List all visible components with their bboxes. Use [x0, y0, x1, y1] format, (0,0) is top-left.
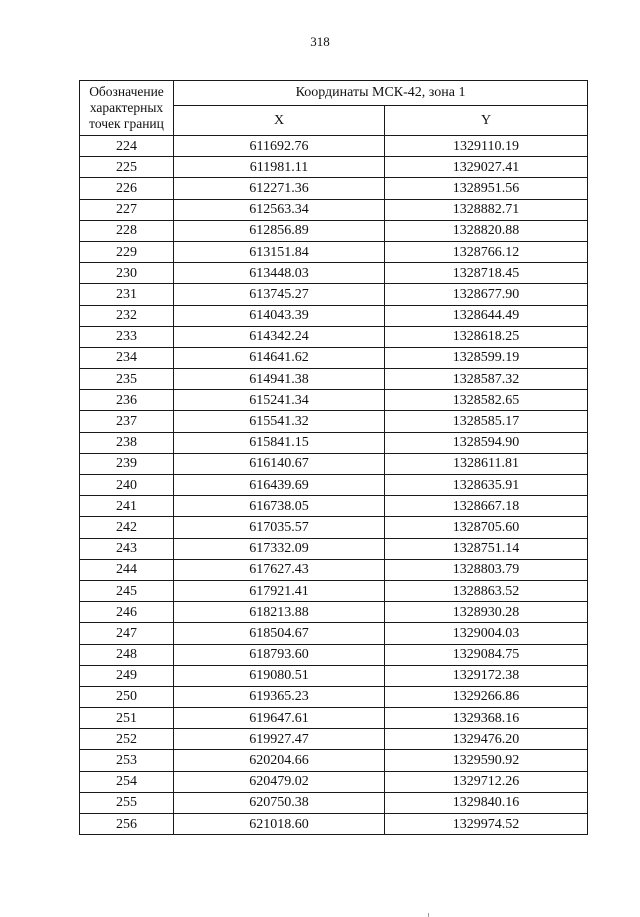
- y-coordinate-cell: 1329084.75: [385, 644, 588, 665]
- y-coordinate-cell: 1328751.14: [385, 538, 588, 559]
- x-coordinate-cell: 616140.67: [174, 453, 385, 474]
- point-cell: 239: [80, 453, 174, 474]
- x-coordinate-cell: 620204.66: [174, 750, 385, 771]
- x-coordinate-cell: 615841.15: [174, 432, 385, 453]
- point-cell: 228: [80, 220, 174, 241]
- x-coordinate-cell: 617627.43: [174, 559, 385, 580]
- x-column-header: X: [174, 105, 385, 135]
- y-coordinate-cell: 1329266.86: [385, 686, 588, 707]
- x-coordinate-cell: 618213.88: [174, 602, 385, 623]
- point-cell: 243: [80, 538, 174, 559]
- table-row: [80, 602, 588, 623]
- y-coordinate-cell: 1328594.90: [385, 432, 588, 453]
- y-coordinate-cell: 1329712.26: [385, 771, 588, 792]
- x-coordinate-cell: 614941.38: [174, 369, 385, 390]
- y-coordinate-cell: 1328882.71: [385, 199, 588, 220]
- table-row: [80, 475, 588, 496]
- point-column-header: Обозначение характерных точек границ: [80, 81, 174, 136]
- table-row: [80, 517, 588, 538]
- y-coordinate-cell: 1328930.28: [385, 602, 588, 623]
- coordinates-table: [79, 80, 588, 835]
- point-cell: 225: [80, 157, 174, 178]
- y-coordinate-cell: 1329476.20: [385, 729, 588, 750]
- point-cell: 224: [80, 136, 174, 157]
- table-row: [80, 432, 588, 453]
- y-coordinate-cell: 1328820.88: [385, 220, 588, 241]
- x-coordinate-cell: 619927.47: [174, 729, 385, 750]
- y-coordinate-cell: 1328677.90: [385, 284, 588, 305]
- x-coordinate-cell: 614342.24: [174, 326, 385, 347]
- x-coordinate-cell: 612856.89: [174, 220, 385, 241]
- point-cell: 241: [80, 496, 174, 517]
- x-coordinate-cell: 618793.60: [174, 644, 385, 665]
- x-coordinate-cell: 612563.34: [174, 199, 385, 220]
- table-row: [80, 538, 588, 559]
- x-coordinate-cell: 616738.05: [174, 496, 385, 517]
- point-cell: 255: [80, 792, 174, 813]
- coordinates-column-header: Координаты МСК-42, зона 1: [174, 81, 588, 106]
- y-coordinate-cell: 1329368.16: [385, 708, 588, 729]
- y-coordinate-cell: 1328718.45: [385, 263, 588, 284]
- table-row: [80, 496, 588, 517]
- table-row: [80, 263, 588, 284]
- table-row: [80, 729, 588, 750]
- x-coordinate-cell: 620479.02: [174, 771, 385, 792]
- table-body: [80, 136, 588, 835]
- y-coordinate-cell: 1328582.65: [385, 390, 588, 411]
- x-coordinate-cell: 614043.39: [174, 305, 385, 326]
- y-coordinate-cell: 1328766.12: [385, 241, 588, 262]
- table-row: [80, 284, 588, 305]
- x-coordinate-cell: 612271.36: [174, 178, 385, 199]
- point-cell: 236: [80, 390, 174, 411]
- point-cell: 238: [80, 432, 174, 453]
- table-row: [80, 708, 588, 729]
- table-row: [80, 347, 588, 368]
- point-cell: 251: [80, 708, 174, 729]
- table-row: [80, 559, 588, 580]
- x-coordinate-cell: 611692.76: [174, 136, 385, 157]
- point-cell: 232: [80, 305, 174, 326]
- table-row: [80, 369, 588, 390]
- point-cell: 235: [80, 369, 174, 390]
- scan-artifact: [428, 913, 429, 917]
- point-cell: 256: [80, 814, 174, 835]
- point-cell: 240: [80, 475, 174, 496]
- table-row: [80, 136, 588, 157]
- x-coordinate-cell: 614641.62: [174, 347, 385, 368]
- point-cell: 254: [80, 771, 174, 792]
- point-cell: 227: [80, 199, 174, 220]
- x-coordinate-cell: 613151.84: [174, 241, 385, 262]
- x-coordinate-cell: 616439.69: [174, 475, 385, 496]
- point-cell: 253: [80, 750, 174, 771]
- y-coordinate-cell: 1329974.52: [385, 814, 588, 835]
- y-coordinate-cell: 1328863.52: [385, 580, 588, 601]
- table-row: [80, 305, 588, 326]
- table-row: [80, 771, 588, 792]
- table-row: [80, 326, 588, 347]
- x-coordinate-cell: 617035.57: [174, 517, 385, 538]
- point-cell: 246: [80, 602, 174, 623]
- y-coordinate-cell: 1328667.18: [385, 496, 588, 517]
- table-header: [80, 81, 588, 136]
- page-number: 318: [310, 34, 330, 49]
- y-coordinate-cell: 1328635.91: [385, 475, 588, 496]
- point-cell: 233: [80, 326, 174, 347]
- point-cell: 230: [80, 263, 174, 284]
- table-row: [80, 178, 588, 199]
- point-cell: 229: [80, 241, 174, 262]
- x-coordinate-cell: 617921.41: [174, 580, 385, 601]
- table-row: [80, 623, 588, 644]
- point-cell: 245: [80, 580, 174, 601]
- point-cell: 242: [80, 517, 174, 538]
- y-coordinate-cell: 1328611.81: [385, 453, 588, 474]
- x-coordinate-cell: 613448.03: [174, 263, 385, 284]
- x-coordinate-cell: 617332.09: [174, 538, 385, 559]
- y-coordinate-cell: 1328585.17: [385, 411, 588, 432]
- table-row: [80, 665, 588, 686]
- table-row: [80, 644, 588, 665]
- x-coordinate-cell: 615541.32: [174, 411, 385, 432]
- table-row: [80, 686, 588, 707]
- y-coordinate-cell: 1329027.41: [385, 157, 588, 178]
- x-coordinate-cell: 621018.60: [174, 814, 385, 835]
- y-column-header: Y: [385, 105, 588, 135]
- y-coordinate-cell: 1328618.25: [385, 326, 588, 347]
- table-row: [80, 199, 588, 220]
- y-coordinate-cell: 1329172.38: [385, 665, 588, 686]
- x-coordinate-cell: 619365.23: [174, 686, 385, 707]
- x-coordinate-cell: 611981.11: [174, 157, 385, 178]
- table-row: [80, 390, 588, 411]
- x-coordinate-cell: 619080.51: [174, 665, 385, 686]
- table-row: [80, 157, 588, 178]
- point-cell: 231: [80, 284, 174, 305]
- y-coordinate-cell: 1329840.16: [385, 792, 588, 813]
- table-row: [80, 453, 588, 474]
- table-row: [80, 792, 588, 813]
- y-coordinate-cell: 1329590.92: [385, 750, 588, 771]
- x-coordinate-cell: 615241.34: [174, 390, 385, 411]
- table-row: [80, 814, 588, 835]
- y-coordinate-cell: 1329004.03: [385, 623, 588, 644]
- table-row: [80, 750, 588, 771]
- point-cell: 237: [80, 411, 174, 432]
- point-cell: 234: [80, 347, 174, 368]
- y-coordinate-cell: 1328644.49: [385, 305, 588, 326]
- y-coordinate-cell: 1328587.32: [385, 369, 588, 390]
- table-row: [80, 580, 588, 601]
- point-cell: 249: [80, 665, 174, 686]
- point-cell: 247: [80, 623, 174, 644]
- x-coordinate-cell: 618504.67: [174, 623, 385, 644]
- point-cell: 252: [80, 729, 174, 750]
- table-row: [80, 411, 588, 432]
- point-cell: 244: [80, 559, 174, 580]
- x-coordinate-cell: 619647.61: [174, 708, 385, 729]
- y-coordinate-cell: 1328803.79: [385, 559, 588, 580]
- point-cell: 226: [80, 178, 174, 199]
- table-row: [80, 220, 588, 241]
- y-coordinate-cell: 1329110.19: [385, 136, 588, 157]
- y-coordinate-cell: 1328599.19: [385, 347, 588, 368]
- point-cell: 248: [80, 644, 174, 665]
- table-row: [80, 241, 588, 262]
- x-coordinate-cell: 620750.38: [174, 792, 385, 813]
- x-coordinate-cell: 613745.27: [174, 284, 385, 305]
- header-row-top: [80, 81, 588, 106]
- y-coordinate-cell: 1328951.56: [385, 178, 588, 199]
- y-coordinate-cell: 1328705.60: [385, 517, 588, 538]
- point-cell: 250: [80, 686, 174, 707]
